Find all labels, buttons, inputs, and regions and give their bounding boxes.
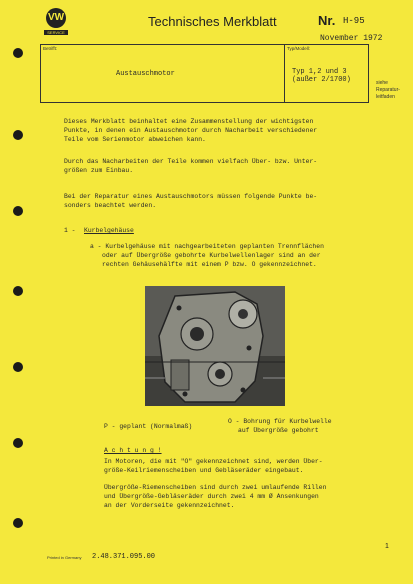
- attention-line: an der Vorderseite gekennzeichnet.: [104, 502, 235, 509]
- paragraph-line: sonders beachtet werden.: [64, 202, 157, 209]
- logo-subtitle: SERVICE: [44, 30, 68, 35]
- paragraph-line: Bei der Reparatur eines Austauschmotors müssen folgende Punkte be-: [64, 193, 318, 200]
- punch-hole: [13, 206, 23, 216]
- intro-line: Teile vom Serienmotor abweichen kann.: [64, 136, 206, 143]
- attention-line: In Motoren, die mit "O" gekennzeichnet sind, werden Über-: [104, 458, 323, 465]
- info-box-divider: [284, 44, 285, 103]
- caption-right: O - Bohrung für Kurbelwelle: [228, 418, 332, 425]
- caption-left: P - geplant (Normalmaß): [104, 423, 193, 430]
- attention-heading: A c h t u n g !: [104, 447, 162, 454]
- punch-hole: [13, 518, 23, 528]
- caption-right: auf Übergröße gebohrt: [238, 427, 319, 434]
- item-line: rechten Gehäusehälfte mit einem P bzw. O gekennzeichnet.: [102, 261, 317, 268]
- page-number: 1: [385, 543, 389, 550]
- punch-hole: [13, 286, 23, 296]
- vw-logo-icon: VW: [46, 8, 66, 28]
- attention-line: größe-Keilriemenscheiben und Gebläseräder eingebaut.: [104, 467, 304, 474]
- typ-label: Typ/Modell:: [287, 46, 311, 51]
- betrifft-value: Austauschmotor: [116, 70, 175, 78]
- nr-value: H-95: [343, 16, 365, 26]
- punch-hole: [13, 438, 23, 448]
- betrifft-label: Betrifft:: [43, 46, 58, 51]
- paragraph-line: Durch das Nacharbeiten der Teile kommen vielfach Über- bzw. Unter-: [64, 158, 318, 165]
- engine-case-photo: [145, 286, 285, 406]
- intro-line: Dieses Merkblatt beinhaltet eine Zusammenstellung der wichtigsten: [64, 118, 314, 125]
- nr-label: Nr.: [318, 13, 336, 28]
- intro-line: Punkte, in denen ein Austauschmotor durch Nacharbeit verschiedener: [64, 127, 318, 134]
- punch-hole: [13, 362, 23, 372]
- typ-value-line2: (außer 2/1700): [292, 76, 351, 84]
- punch-hole: [13, 48, 23, 58]
- side-note: siehe Reparatur-leitfaden: [376, 80, 400, 100]
- section-title: Kurbelgehäuse: [84, 227, 134, 234]
- item-line: a - Kurbelgehäuse mit nachgearbeiteten geplanten Trennflächen: [90, 243, 324, 250]
- footer-label: Printed in Germany: [47, 555, 82, 560]
- attention-line: Übergröße-Riemenscheiben sind durch zwei umlaufende Rillen: [104, 484, 327, 491]
- section-number: 1 -: [64, 227, 76, 234]
- page-title: Technisches Merkblatt: [148, 14, 277, 29]
- typ-value-line1: Typ 1,2 und 3: [292, 68, 347, 76]
- document-number: 2.48.371.095.00: [92, 553, 156, 561]
- item-line: oder auf Übergröße gebohrte Kurbelwellenlager sind an der: [102, 252, 321, 259]
- document-date: November 1972: [320, 34, 383, 43]
- punch-hole: [13, 130, 23, 140]
- paragraph-line: größen zum Einbau.: [64, 167, 134, 174]
- attention-line: und Übergröße-Gebläseräder durch zwei 4 mm Ø Ansenkungen: [104, 493, 319, 500]
